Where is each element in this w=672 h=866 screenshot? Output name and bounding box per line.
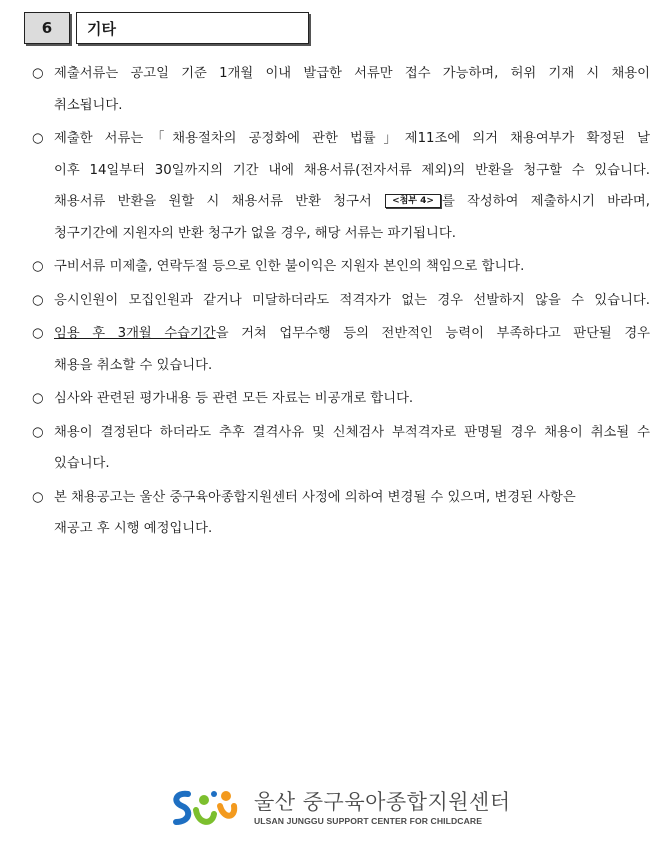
item-line: 제출서류는 공고일 기준 1개월 이내 발급한 서류만 접수 가능하며, 허위 기재 시 채용이	[54, 66, 650, 81]
footer-logo	[168, 784, 511, 832]
list-item	[30, 123, 650, 249]
bullet-icon: ○	[32, 489, 44, 505]
item-text: 채용서류 반환을 원할 시 채용서류 반환 청구서	[54, 194, 372, 209]
section-title: 기타	[76, 12, 309, 44]
item-line: 제출한 서류는「채용절차의 공정화에 관한 법률」제11조에 의거 채용여부가 확정된 날	[54, 131, 650, 146]
item-line	[54, 186, 650, 218]
center-name-english: ULSAN JUNGGU SUPPORT CENTER FOR CHILDCARE	[254, 816, 483, 826]
item-line: 이후 14일부터 30일까지의 기간 내에 채용서류(전자서류 제외)의 반환을 청구할 수 있습니다.	[54, 162, 650, 178]
item-line: 심사와 관련된 평가내용 등 관련 모든 자료는 비공개로 합니다.	[54, 391, 414, 406]
list-item	[30, 482, 650, 545]
list-item	[30, 383, 650, 415]
ulsan-childcare-center-logo-icon	[168, 784, 242, 832]
section-header	[24, 12, 309, 44]
center-name-korean: 울산 중구육아종합지원센터	[254, 790, 511, 814]
item-line: 취소됩니다.	[54, 97, 123, 113]
list-item	[30, 251, 650, 283]
item-line: 본 채용공고는 울산 중구육아종합지원센터 사정에 의하여 변경될 수 있으며, 변경된 사항은	[54, 489, 576, 505]
list-item	[30, 318, 650, 381]
list-item	[30, 417, 650, 480]
notice-list	[30, 58, 650, 547]
item-line: 구비서류 미제출, 연락두절 등으로 인한 불이익은 지원자 본인의 책임으로 합니다.	[54, 259, 525, 274]
item-line: 재공고 후 시행 예정입니다.	[54, 521, 213, 536]
item-line: 채용을 취소할 수 있습니다.	[54, 357, 213, 373]
list-item	[30, 285, 650, 317]
bullet-icon: ○	[32, 424, 44, 440]
item-line: 채용이 결정된다 하더라도 추후 결격사유 및 신체검사 부적격자로 판명될 경우 채용이 취소될 수	[54, 424, 650, 440]
attachment-badge: <첨부 4>	[385, 194, 441, 208]
probation-period-text: 임용 후 3개월 수습기간	[54, 326, 216, 341]
item-line: 있습니다.	[54, 456, 110, 471]
item-line	[54, 318, 650, 350]
list-item	[30, 58, 650, 121]
logo-text	[254, 789, 511, 827]
bullet-icon: ○	[32, 259, 44, 274]
bullet-icon: ○	[32, 391, 44, 406]
bullet-icon: ○	[32, 292, 44, 308]
bullet-icon: ○	[32, 131, 44, 146]
item-line: 청구기간에 지원자의 반환 청구가 없을 경우, 해당 서류는 파기됩니다.	[54, 225, 456, 241]
item-line: 응시인원이 모집인원과 같거나 미달하더라도 적격자가 없는 경우 선발하지 않을 수 있습니다.	[54, 292, 650, 308]
section-number: 6	[24, 12, 70, 44]
bullet-icon: ○	[32, 66, 44, 81]
item-text: 을 거쳐 업무수행 등의 전반적인 능력이 부족하다고 판단될 경우	[215, 326, 651, 341]
item-text: 를 작성하여 제출하시기 바라며,	[441, 194, 650, 209]
bullet-icon: ○	[32, 326, 44, 341]
